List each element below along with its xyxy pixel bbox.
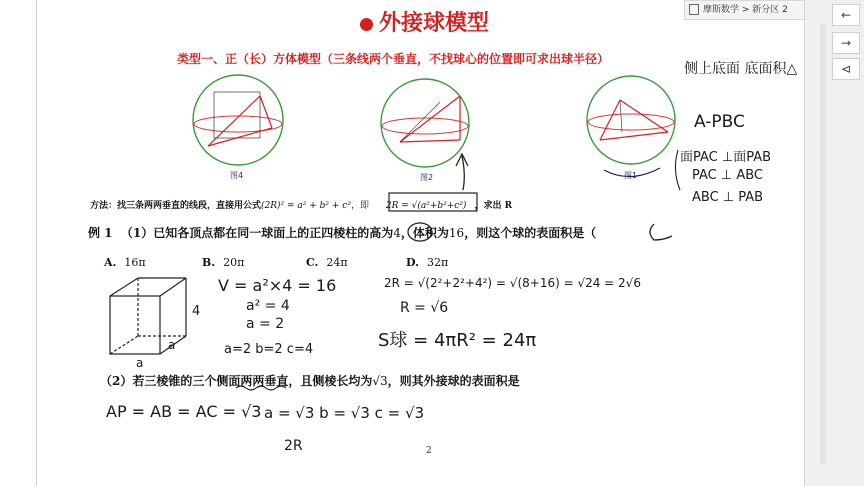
option-d-letter: D. [406,256,419,269]
method-then: ，即 [350,201,369,211]
example-1-label: 例 1 [88,226,113,240]
option-b [202,256,244,269]
example-1 [88,224,596,241]
hw-q2-edges: AP = AB = AC = √3 [106,402,262,421]
method-formula2: 2R = √(a²+b²+c²) [385,201,467,211]
sphere-figure-3 [587,76,675,164]
back-arrow-icon[interactable]: ← [832,4,860,26]
hw-right-line-2: 面PAC ⊥面PAB [680,150,772,165]
hw-right-line-4: ABC ⊥ PAB [692,190,764,205]
hw-abc-values: a=2 b=2 c=4 [224,342,314,357]
sphere-figure-2 [381,79,469,167]
option-b-value: 20π [223,256,245,269]
method-label: 方法： [90,201,118,211]
option-a-value: 16π [124,256,146,269]
share-icon[interactable]: ⊲ [832,58,860,80]
method-end: ，求出 R [474,201,513,211]
method-formula: (2R)² = a² + b² + c² [261,201,351,211]
hw-right-title: 侧上底面 底面积△ [684,61,798,77]
hw-box-length: a [136,356,144,370]
example-1-height: 4 [393,226,401,240]
example-1-end: ，则这个球的表面积是（ [464,226,597,240]
breadcrumb-text: 摩斯数学 > 新分区 2 [703,5,788,15]
handwritten-arrow [456,154,468,190]
hw-a-squared: a² = 4 [246,298,290,314]
title-text: 外接球模型 [379,11,490,36]
option-c [306,256,348,269]
example-2-len: √3 [372,374,388,388]
example-1-volume: 16 [448,226,465,240]
section-subtitle: 类型一、正（长）方体模型（三条线两个垂直，不找球心的位置即可求出球半径） [177,52,610,66]
hw-right-line-3: PAC ⊥ ABC [692,168,763,183]
method-text: 找三条两两垂直的线段，直接用公式 [117,201,262,211]
example-2 [100,372,520,389]
sphere-figure-1 [193,75,283,165]
hw-box-width: a [168,338,176,352]
example-1-mid: ，体积为 [400,226,449,240]
example-2-part: （2）若三棱锥的三个侧面两两垂直，且侧棱长均为 [100,374,373,388]
example-2-end: ，则其外接球的表面积是 [387,374,520,388]
option-c-value: 24π [326,256,348,269]
hw-volume-eq: V = a²×4 = 16 [218,276,337,295]
hw-right-line-1: A-PBC [694,112,745,132]
option-b-letter: B. [202,256,216,269]
hw-q2-2r: 2R [284,438,303,454]
figure-caption-3: 图1 [624,171,638,180]
forward-arrow-icon[interactable]: → [832,32,860,54]
handwritten-answer-mark [650,224,672,240]
page-number: 2 [426,446,432,456]
hw-r-value: R = √6 [400,300,449,316]
option-d [406,256,448,269]
hw-box-height: 4 [192,304,201,319]
hw-surface-area: S球 = 4πR² = 24π [378,330,537,351]
example-1-part: （1）已知各顶点都在同一球面上的正四棱柱的高为 [120,226,394,240]
hw-a-value: a = 2 [246,316,285,332]
method-line [90,198,512,211]
option-d-value: 32π [426,256,449,269]
hw-q2-abc: a = √3 b = √3 c = √3 [264,404,425,422]
option-a-letter: A. [104,256,117,269]
option-a [104,256,146,269]
figure-caption-2: 图2 [420,173,434,182]
figure-caption-1: 图4 [230,171,244,180]
hw-2r-calc: 2R = √(2²+2²+4²) = √(8+16) = √24 = 2√6 [384,276,641,290]
option-c-letter: C. [306,256,319,269]
